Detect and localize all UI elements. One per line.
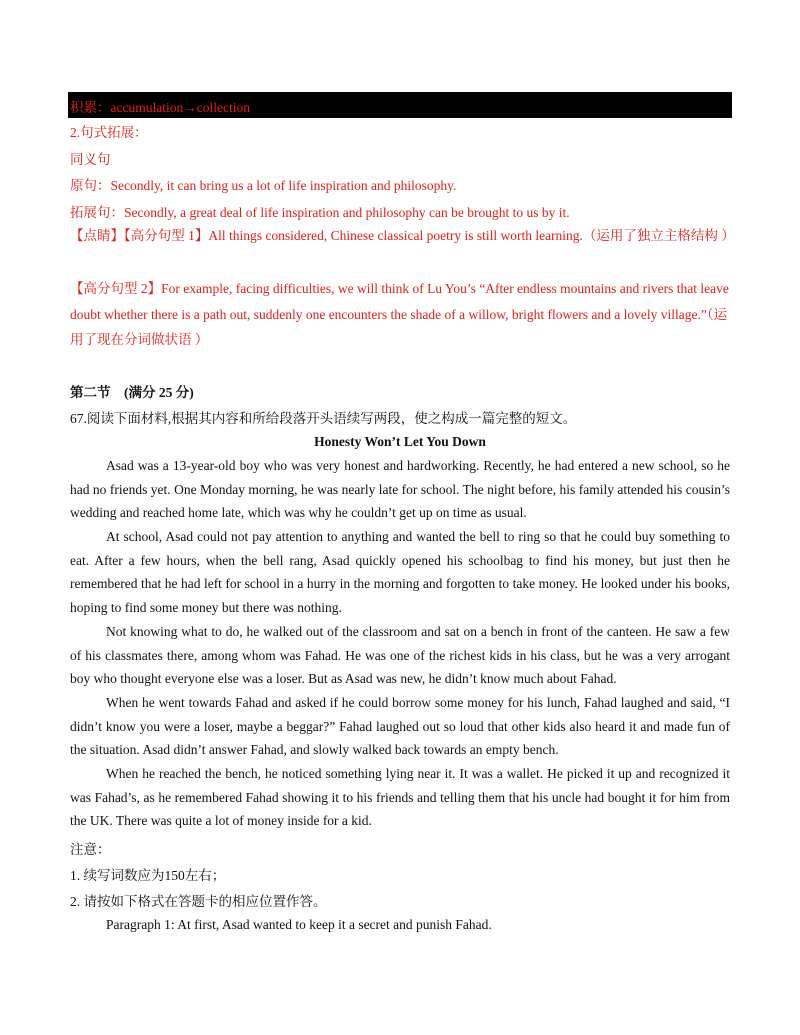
synonym-label: 同义句	[70, 152, 111, 167]
vocab-accumulation-line: 积累：accumulation→collection	[70, 100, 250, 115]
story-paragraph-2: At school, Asad could not pay attention to anything and wanted the bell to ring so that he could buy something to eat. After a few hours, when the bell rang, Asad quickly opened his schoolbag to find his money, but just then he remembered that he had left for school in a hurry in the morning and forgotten to take money. He looked under his books, hoping to find some money but there was nothing.	[70, 529, 730, 615]
section2-heading: 2.句式拓展：	[70, 125, 148, 140]
note-high-score-2: 【高分句型 2】For example, facing difficulties, we will think of Lu You’s “After endless mountains and rivers that leave doubt whether there is a path out, suddenly one encounters the shade of a willow, bright flowers and a lovely village.”（运用了现在分词做状语 ）	[70, 281, 729, 347]
paragraph1-prompt: Paragraph 1: At first, Asad wanted to keep it a secret and punish Fahad.	[106, 917, 492, 932]
highlight-bar	[68, 92, 732, 118]
expanded-sentence: 拓展句：Secondly, a great deal of life inspiration and philosophy can be brought to us by it.	[70, 205, 570, 220]
story-title: Honesty Won’t Let You Down	[314, 434, 486, 449]
note-item-1: 1. 续写词数应为150左右；	[70, 868, 226, 883]
task-instruction: 67.阅读下面材料,根据其内容和所给段落开头语续写两段，使之构成一篇完整的短文。	[70, 411, 577, 426]
notes-label: 注意：	[70, 842, 111, 857]
note-high-score-1: 【点睛】【高分句型 1】All things considered, Chinese classical poetry is still worth learning.（运用了独立主格结构 ）	[70, 228, 735, 243]
story-paragraph-3: Not knowing what to do, he walked out of the classroom and sat on a bench in front of the canteen. He saw a few of his classmates there, among whom was Fahad. He was one of the richest kids in his class, but he was a very arrogant boy who thought everyone else was a loser. But as Asad was new, he didn’t know much about Fahad.	[70, 624, 730, 686]
part-heading: 第二节 (满分 25 分)	[70, 385, 194, 400]
note-item-2: 2. 请按如下格式在答题卡的相应位置作答。	[70, 894, 327, 909]
original-sentence: 原句：Secondly, it can bring us a lot of life inspiration and philosophy.	[70, 178, 457, 193]
story-paragraph-4: When he went towards Fahad and asked if he could borrow some money for his lunch, Fahad laughed and said, “I didn’t know you were a loser, maybe a beggar?” Fahad laughed out so loud that other kids also heard it and made fun of the situation. Asad didn’t answer Fahad, and slowly walked back towards an empty bench.	[70, 695, 730, 757]
story-paragraph-5: When he reached the bench, he noticed something lying near it. It was a wallet. He picked it up and recognized it was Fahad’s, as he remembered Fahad showing it to his friends and telling them that his uncle had bought it for him from the UK. There was quite a lot of money inside for a kid.	[70, 766, 730, 828]
story-paragraph-1: Asad was a 13-year-old boy who was very honest and hardworking. Recently, he had entered a new school, so he had no friends yet. One Monday morning, he was nearly late for school. The night before, his family attended his cousin’s wedding and reached home late, which was why he couldn’t get up on time as usual.	[70, 458, 730, 520]
